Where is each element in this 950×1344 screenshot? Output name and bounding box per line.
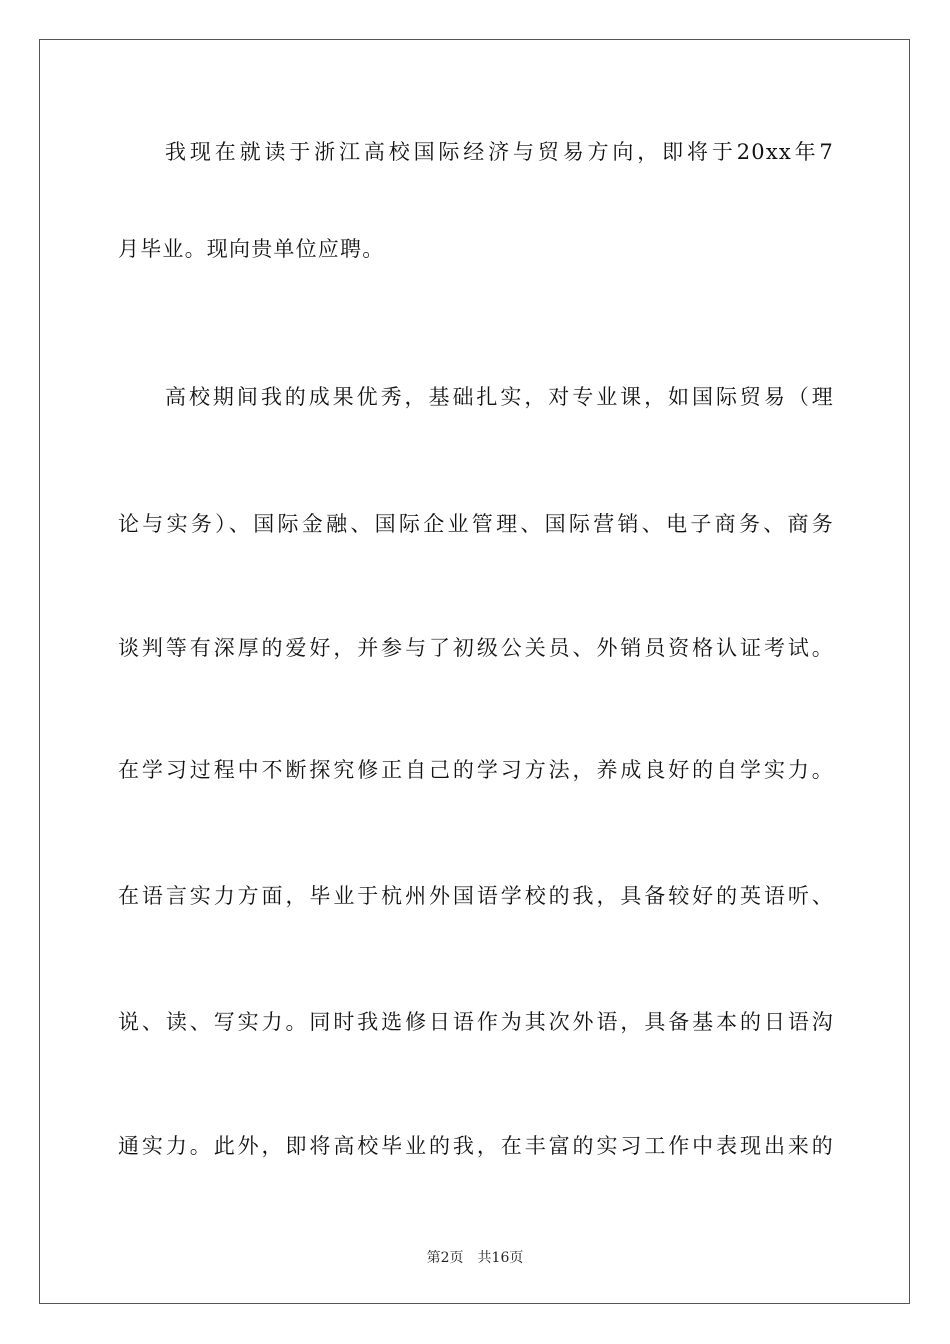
page-number: 第2页 <box>426 1250 464 1266</box>
body-line-2: 月毕业。现向贵单位应聘。 <box>118 237 385 261</box>
body-line-6: 在学习过程中不断探究修正自己的学习方法，养成良好的自学实力。 <box>118 758 834 782</box>
body-line-5: 谈判等有深厚的爱好，并参与了初级公关员、外销员资格认证考试。 <box>118 636 834 660</box>
body-line-1: 我现在就读于浙江高校国际经济与贸易方向，即将于20xx年7 <box>165 140 834 164</box>
page-total: 共16页 <box>477 1250 524 1266</box>
page-border <box>39 39 910 1304</box>
body-line-8: 说、读、写实力。同时我选修日语作为其次外语，具备基本的日语沟 <box>118 1010 834 1034</box>
body-line-9: 通实力。此外，即将高校毕业的我，在丰富的实习工作中表现出来的 <box>118 1134 834 1158</box>
page-footer <box>0 1248 950 1268</box>
body-line-7: 在语言实力方面，毕业于杭州外国语学校的我，具备较好的英语听、 <box>118 884 834 908</box>
body-line-3: 高校期间我的成果优秀，基础扎实，对专业课，如国际贸易（理 <box>165 385 834 409</box>
body-line-4: 论与实务）、国际金融、国际企业管理、国际营销、电子商务、商务 <box>118 512 834 536</box>
